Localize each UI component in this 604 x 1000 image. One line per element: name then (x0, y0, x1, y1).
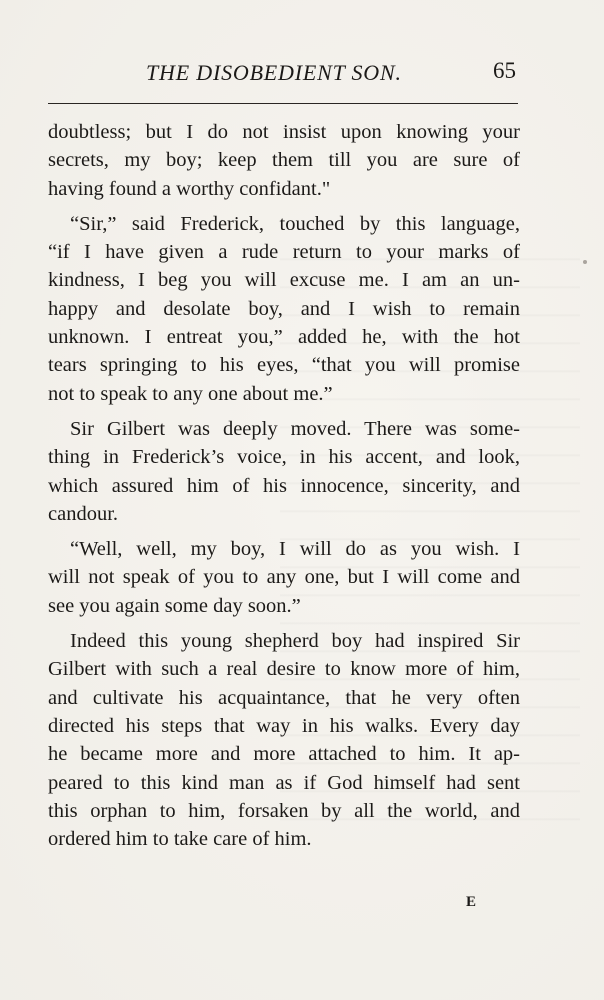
text-line: and cultivate his acquaintance, that he very often (48, 686, 520, 709)
text-line: Sir Gilbert was deeply moved. There was some- (70, 417, 520, 440)
body-text (48, 118, 520, 853)
text-line: Gilbert with such a real desire to know more of him, (48, 658, 520, 681)
text-line: “Well, well, my boy, I will do as you wish. I (70, 538, 520, 561)
header-rule (48, 103, 518, 104)
text-line: kindness, I beg you will excuse me. I am an un- (48, 269, 520, 292)
text-line: tears springing to his eyes, “that you will promise (48, 354, 520, 377)
text-line: this orphan to him, forsaken by all the world, and (48, 799, 520, 822)
text-line: directed his steps that way in his walks. Every day (48, 714, 520, 737)
text-line: unknown. I entreat you,” added he, with the hot (48, 326, 520, 349)
text-line: happy and desolate boy, and I wish to remain (48, 297, 520, 320)
text-line: peared to this kind man as if God himself had sent (48, 771, 520, 794)
text-line: candour. (48, 502, 119, 525)
text-line: having found a worthy confidant." (48, 177, 331, 200)
text-line: thing in Frederick’s voice, in his accent, and look, (48, 446, 520, 469)
paragraph (48, 627, 520, 853)
text-line: not to speak to any one about me.” (48, 382, 333, 405)
text-line: “Sir,” said Frederick, touched by this language, (70, 212, 520, 235)
paper-speck (583, 260, 587, 264)
running-head (48, 58, 520, 94)
signature-mark: E (466, 894, 477, 910)
text-line: will not speak of you to any one, but I will come and (48, 566, 520, 589)
text-line: Indeed this young shepherd boy had inspired Sir (70, 630, 520, 653)
text-line: see you again some day soon.” (48, 594, 301, 617)
paragraph (48, 415, 520, 528)
running-title: THE DISOBEDIENT SON. (146, 60, 402, 85)
text-line: which assured him of his innocence, sincerity, and (48, 474, 520, 497)
paragraph (48, 535, 520, 620)
text-line: secrets, my boy; keep them till you are sure of (48, 149, 520, 172)
text-line: “if I have given a rude return to your marks of (48, 241, 520, 264)
text-line: ordered him to take care of him. (48, 828, 312, 851)
text-line: he became more and more attached to him. It ap- (48, 743, 520, 766)
page-number: 65 (493, 58, 516, 83)
paragraph (48, 118, 520, 203)
paragraph (48, 210, 520, 408)
text-line: doubtless; but I do not insist upon knowing your (48, 121, 520, 143)
